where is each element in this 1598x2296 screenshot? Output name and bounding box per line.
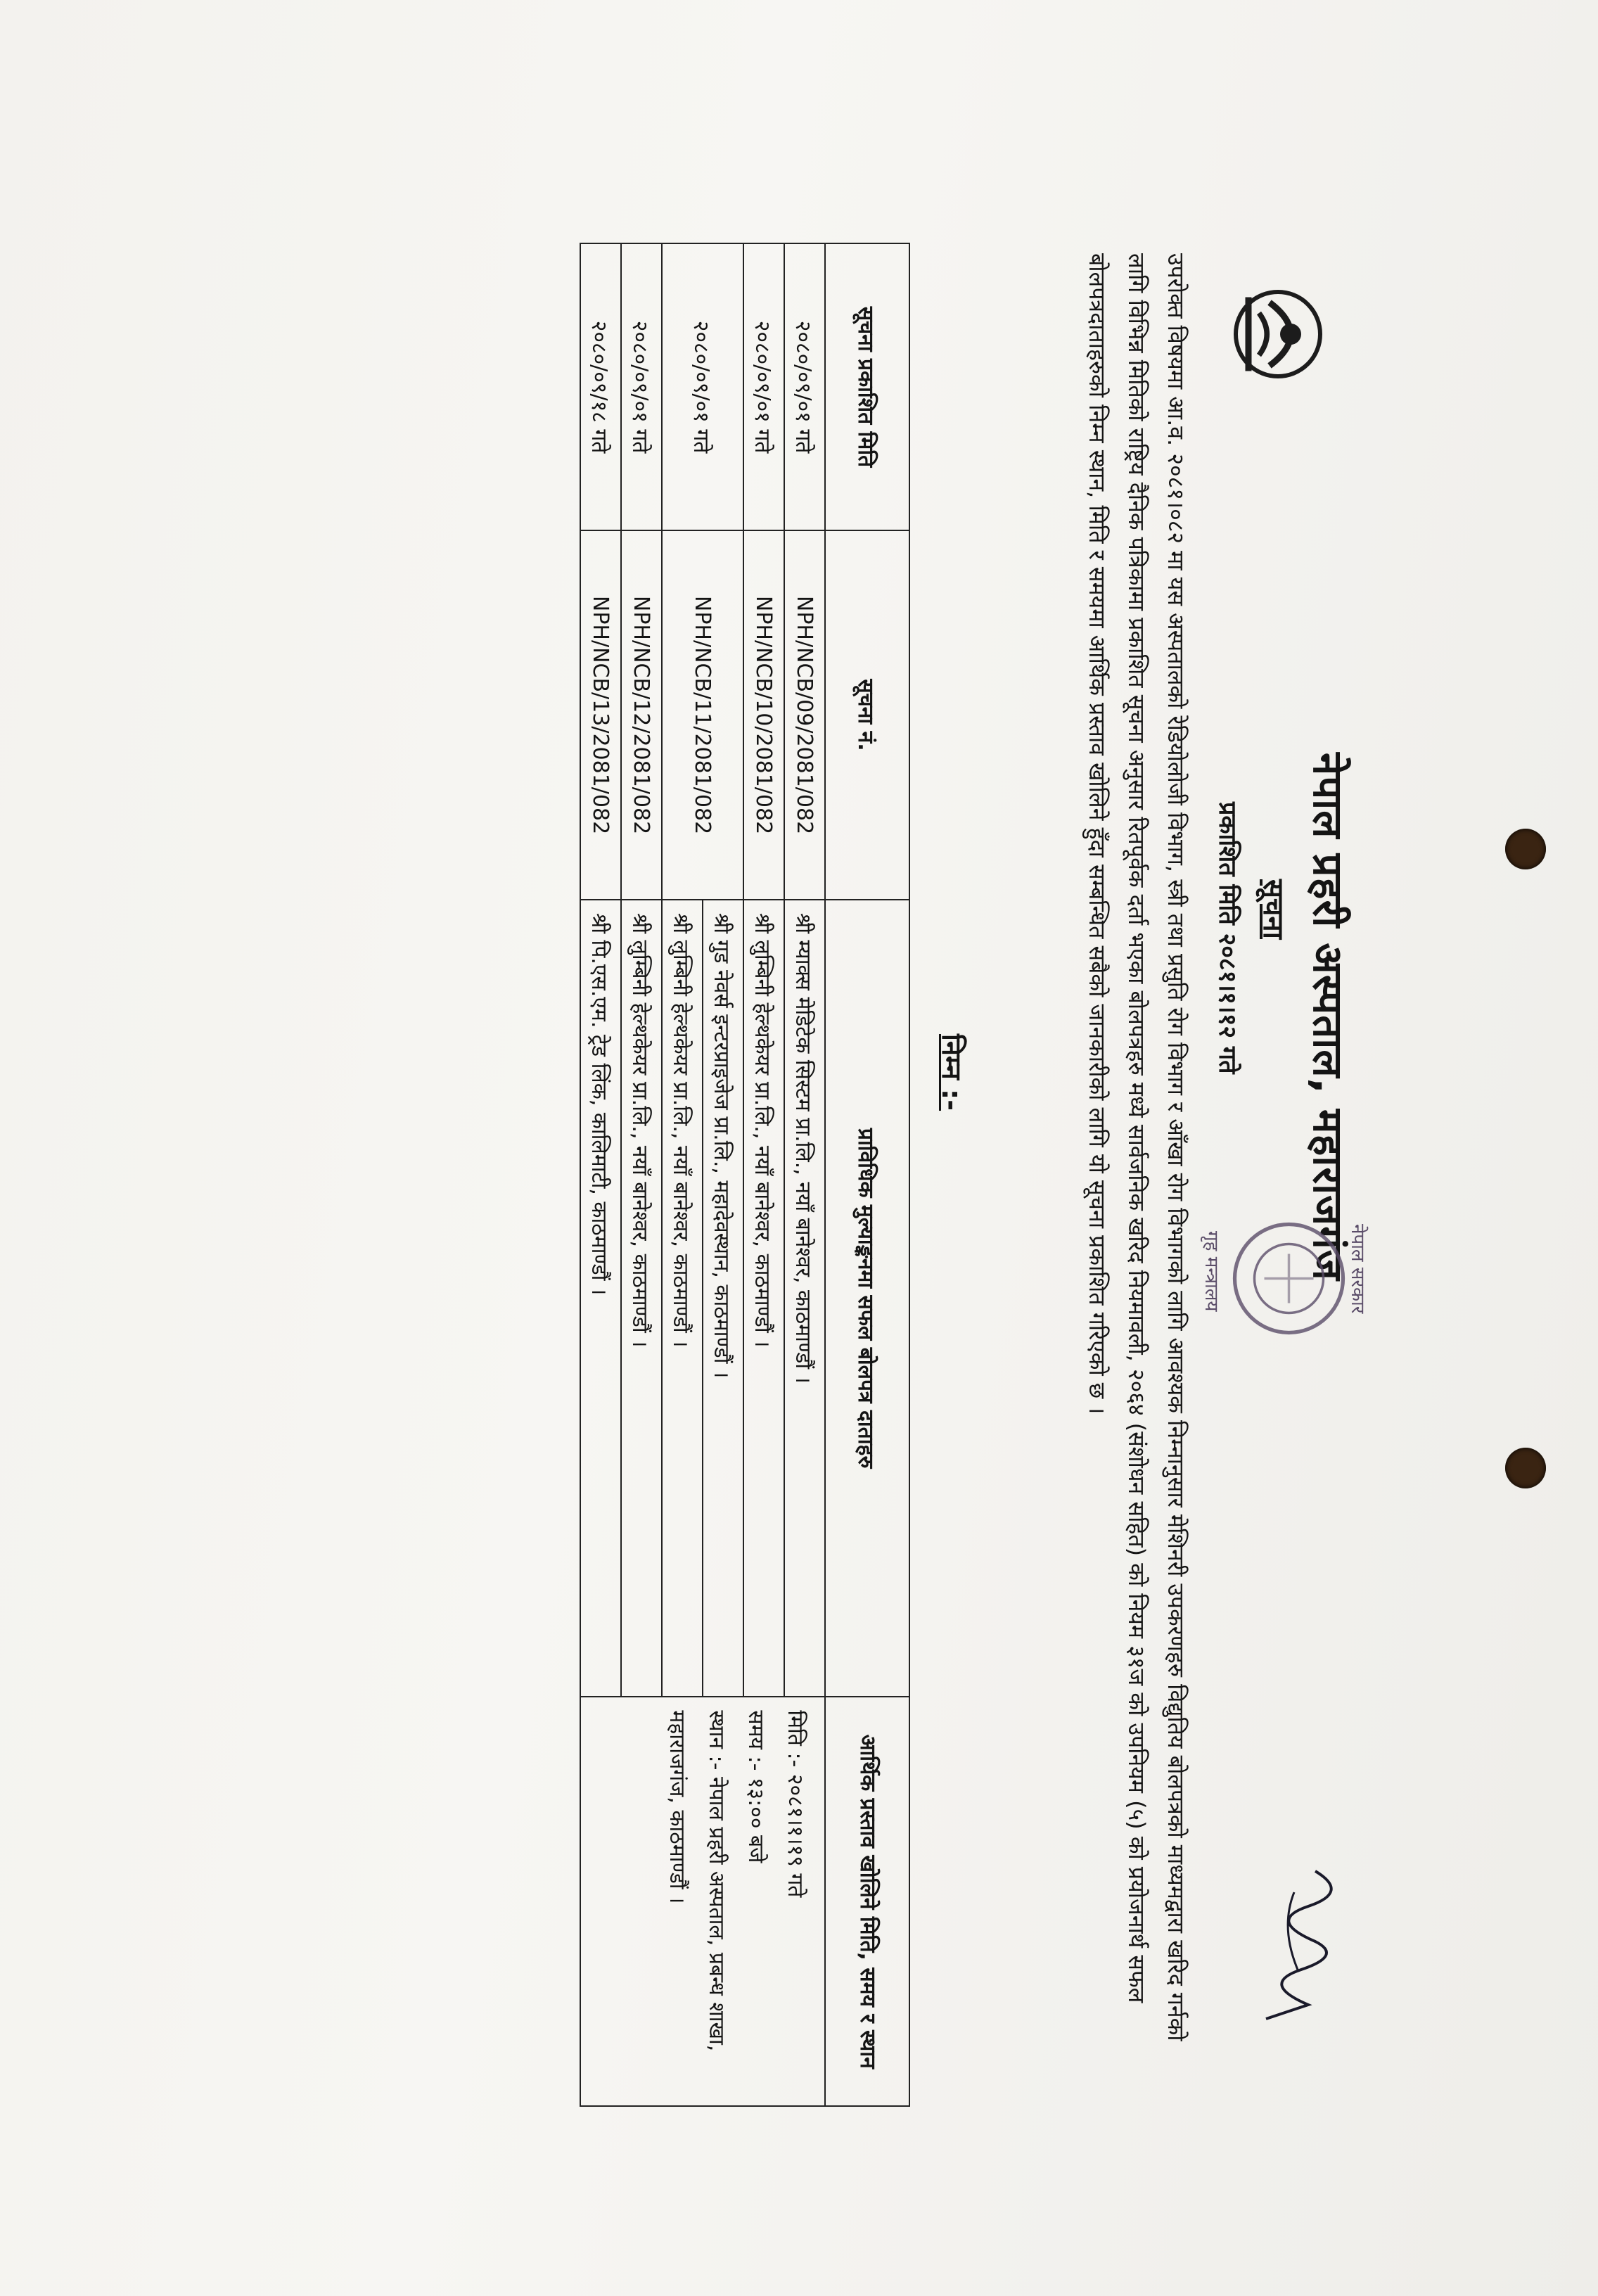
table-row [784, 243, 825, 2106]
row-bidder: श्री पि.एस.एम. ट्रेड लिंक, कालिमाटी, काठमाण्डौं । [580, 900, 621, 1697]
row-bidder: श्री लुम्बिनी हेल्थकेयर प्रा.लि., नयाँ बानेश्वर, काठमाण्डौं । [621, 900, 662, 1697]
published-date: प्रकाशित मिति २०८१।१।१२ गते [1213, 802, 1241, 1074]
hospital-name: नेपाल प्रहरी अस्पताल, महाराजगंज [1304, 753, 1352, 1281]
rotated-document [499, 91, 1386, 2216]
row-date: २०८०/०९/०१ गते [662, 243, 743, 530]
row-notice-no: NPH/NCB/10/2081/082 [743, 530, 784, 900]
row-date: २०८०/०९/०१ गते [621, 243, 662, 530]
punch-hole-bottom [1505, 1448, 1546, 1488]
seal-text-ministry: गृह मन्त्रालय [1201, 1231, 1222, 1312]
opening-date: मिति :- २०८१।१।१९ गते [783, 1710, 807, 1898]
row-bidder: श्री लुम्बिनी हेल्थकेयर प्रा.लि., नयाँ बानेश्वर, काठमाण्डौं । [743, 900, 784, 1697]
row-bidder: श्री म्याक्स मेडिटेक सिस्टम प्रा.लि., नयाँ बानेश्वर, काठमाण्डौं । [784, 900, 825, 1697]
row-notice-no: NPH/NCB/13/2081/082 [580, 530, 621, 900]
punch-hole-top [1505, 829, 1546, 869]
bidders-table [580, 243, 910, 2107]
official-seal-icon [1227, 1217, 1350, 1340]
row-date: २०८०/०९/०१ गते [784, 243, 825, 530]
row-notice-no: NPH/NCB/09/2081/082 [784, 530, 825, 900]
row-date: २०८०/०९/०१ गते [743, 243, 784, 530]
opening-place: स्थान :- नेपाल प्रहरी अस्पताल, प्रबन्ध शाखा, महाराजगंज, काठमाण्डौं । [665, 1710, 729, 2052]
notice-body: उपरोक्त विषयमा आ.व. २०८१।०८२ मा यस अस्पतालको रेडियोलोजी विभाग, स्त्री तथा प्रसुति रोग विभाग र आँखा रोग विभागको लागि आवश्यक निम्नानुसार मेशिनरी उपकरणहरु विद्युतिय बोलपत्रको माध्यमद्वारा खरिद गर्नको लागि विभिन्न मितिको राष्ट्रिय दैनिक पत्रिकामा प्रकाशित सूचना अनुसार रितपूर्वक दर्ता भएका बोलपत्रहरु मध्ये सार्वजनिक खरिद नियमावली, २०६४ (संशोधन सहित) को नियम ३१ज को उपनियम (५) को प्रयोजनार्थ सफल बोलपत्रदाताहरुको निम्न स्थान, मिति र समयमा आर्थिक प्रस्ताव खोलिने हुँदा सम्बन्धित सबैको जानकारीको लागि यो सूचना प्रकाशित गरिएको छ । [1084, 253, 1189, 2041]
header-opening: आर्थिक प्रस्ताव खोलिने मिति, समय र स्थान [825, 1697, 909, 2106]
header-bidders: प्राविधिक मुल्याङ्कनमा सफल बोलपत्र दाताहरु [825, 900, 909, 1697]
row-notice-no: NPH/NCB/12/2081/082 [621, 530, 662, 900]
row-notice-no: NPH/NCB/11/2081/082 [662, 530, 743, 900]
seal-text-gov: नेपाल सरकार [1347, 1224, 1368, 1314]
opening-time: समय :- १३:०० बजे [743, 1710, 768, 1863]
row-date: २०८०/०९/१८ गते [580, 243, 621, 530]
header-published-date: सूचना प्रकाशित मिति [825, 243, 909, 530]
nepal-emblem-icon [1227, 281, 1333, 387]
notice-title: सूचना [1257, 879, 1289, 939]
opening-details [580, 1697, 825, 2106]
row-bidder: श्री गुड नेवर्स इन्टरप्राइजेज प्रा.लि., महादेवस्थान, काठमाण्डौं । [703, 900, 743, 1697]
table-header-row [825, 243, 909, 2106]
row-bidder: श्री लुम्बिनी हेल्थकेयर प्रा.लि., नयाँ बानेश्वर, काठमाण्डौं । [662, 900, 703, 1697]
list-subheading: निम्न :- [936, 1034, 967, 1111]
signature-icon [1259, 1864, 1357, 2026]
header-notice-no: सूचना नं. [825, 530, 909, 900]
